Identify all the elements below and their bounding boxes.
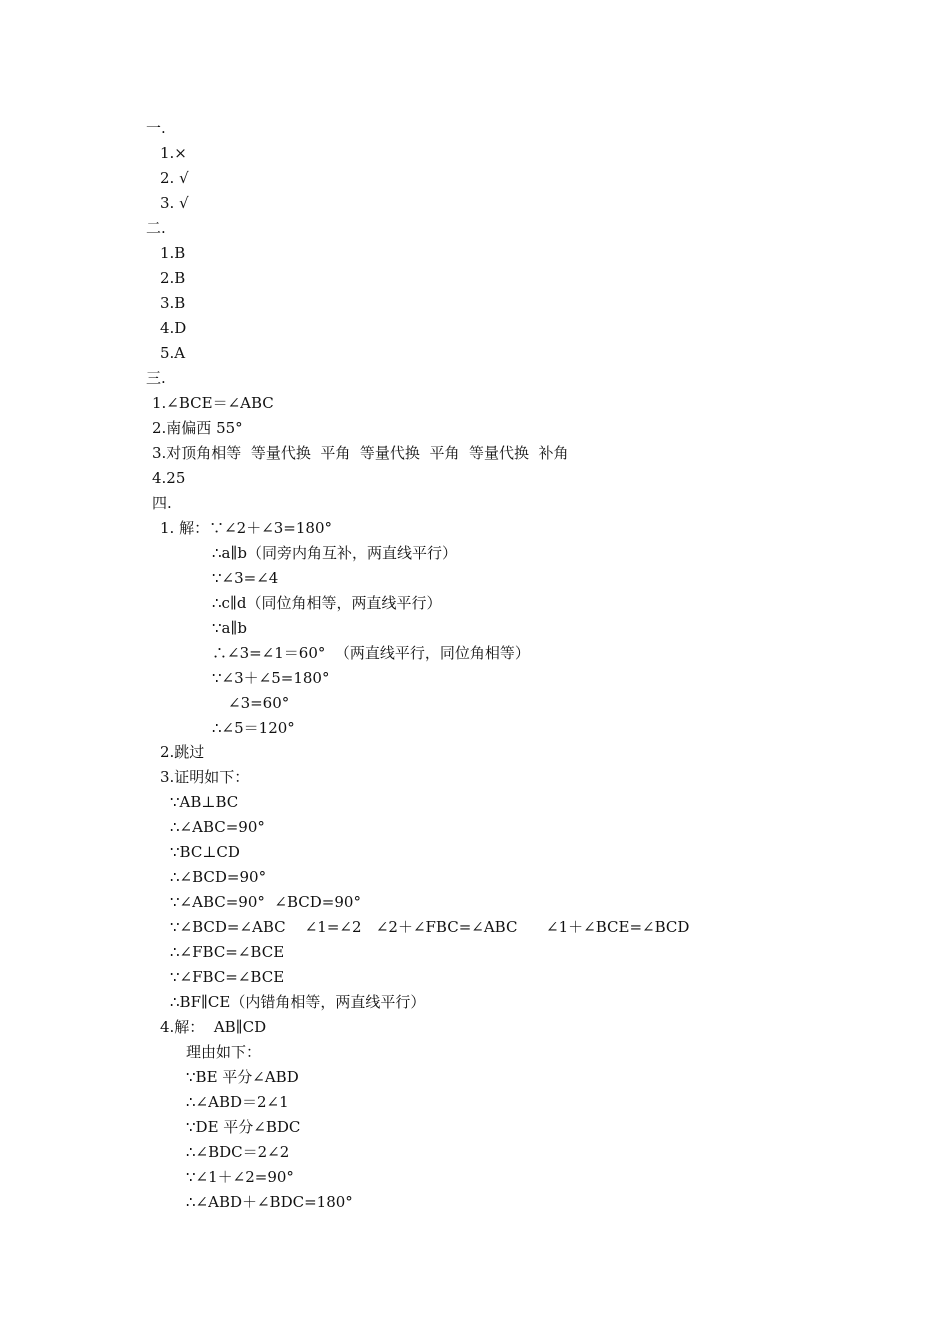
answer-line: 2.南偏西 55° <box>152 419 243 437</box>
proof-line: ∴BF∥CE（内错角相等，两直线平行） <box>170 993 426 1011</box>
answer-line: 3.对顶角相等 等量代换 平角 等量代换 平角 等量代换 补角 <box>152 444 569 462</box>
answer-line: 1.× <box>160 144 187 162</box>
answer-line: 3.证明如下： <box>160 768 250 786</box>
answer-line: 4.D <box>160 319 187 337</box>
proof-line: ∴∠ABD＝2∠1 <box>186 1093 289 1111</box>
section-heading: 四. <box>152 494 172 512</box>
proof-line: ∴∠ABC=90° <box>170 818 265 836</box>
proof-line: ∴a∥b（同旁内角互补，两直线平行） <box>212 544 458 562</box>
answer-line: 4.解： AB∥CD <box>160 1018 267 1036</box>
proof-line: ∵∠3=∠4 <box>212 569 279 587</box>
section-heading: 一. <box>146 119 166 137</box>
proof-line: ∴∠FBC=∠BCE <box>170 943 285 961</box>
proof-line: 理由如下： <box>186 1043 262 1061</box>
answer-line: 4.25 <box>152 469 186 487</box>
answer-line: 2.B <box>160 269 186 287</box>
proof-line: ∠3=60° <box>228 694 290 712</box>
answer-line: 3.B <box>160 294 186 312</box>
proof-line: 1. 解：∵∠2＋∠3=180° <box>160 519 333 537</box>
proof-line: ∵∠FBC=∠BCE <box>170 968 285 986</box>
answer-line: 1.∠BCE＝∠ABC <box>152 394 274 412</box>
answer-line: 1.B <box>160 244 186 262</box>
proof-line: ∵∠3＋∠5=180° <box>212 669 330 687</box>
proof-line: ∴c∥d（同位角相等，两直线平行） <box>212 594 442 612</box>
proof-line: ∵∠ABC=90° ∠BCD=90° <box>170 893 361 911</box>
proof-line: ∵DE 平分∠BDC <box>186 1118 301 1136</box>
proof-line: ∵a∥b <box>212 619 248 637</box>
proof-line: ∵∠1＋∠2=90° <box>186 1168 294 1186</box>
proof-line: ∴∠ABD＋∠BDC=180° <box>186 1193 353 1211</box>
answer-line: 2. √ <box>160 169 189 187</box>
answer-line: 5.A <box>160 344 186 362</box>
section-heading: 三. <box>146 369 166 387</box>
proof-line: ∴∠BCD=90° <box>170 868 267 886</box>
proof-line: ∴∠3=∠1＝60° （两直线平行，同位角相等） <box>212 644 530 662</box>
section-heading: 二. <box>146 219 166 237</box>
proof-line: ∴∠BDC＝2∠2 <box>186 1143 290 1161</box>
answer-line: 3. √ <box>160 194 189 212</box>
proof-line: ∵AB⊥BC <box>170 793 239 811</box>
proof-line: ∵∠BCD=∠ABC ∠1=∠2 ∠2＋∠FBC=∠ABC ∠1＋∠BCE=∠BCD <box>170 918 690 936</box>
proof-line: ∴∠5＝120° <box>212 719 295 737</box>
answer-line: 2.跳过 <box>160 743 205 761</box>
proof-line: ∵BE 平分∠ABD <box>186 1068 299 1086</box>
proof-line: ∵BC⊥CD <box>170 843 240 861</box>
